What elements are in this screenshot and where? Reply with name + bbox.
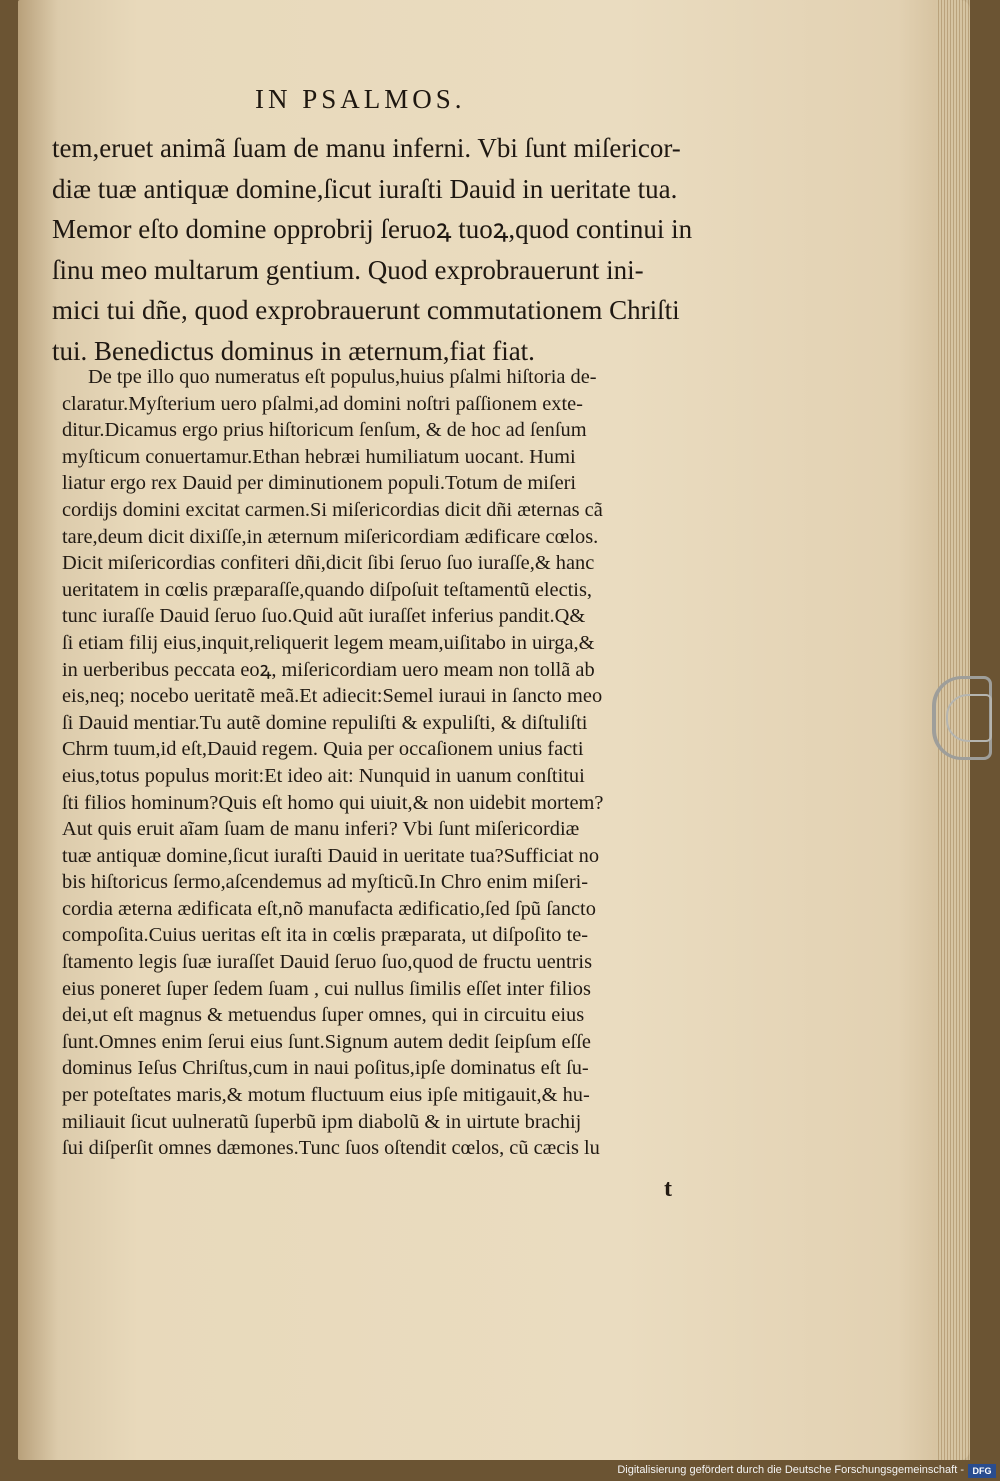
text-line: compoſita.Cuius ueritas eſt ita in cœlis præparata, ut diſpoſito te-: [62, 924, 589, 947]
text-line: Chrm tuum,id eſt,Dauid regem. Quia per occaſionem unius facti: [62, 738, 584, 761]
paper-clip-inner: [946, 694, 992, 742]
text-line: claratur.Myſterium uero pſalmi,ad domini noſtri paſſionem exte-: [62, 392, 583, 415]
text-line: eis,neq; nocebo ueritatẽ meã.Et adiecit:Semel iuraui in ſancto meo: [62, 685, 603, 708]
text-line: De tpe illo quo numeratus eſt populus,huius pſalmi hiſtoria de-: [88, 366, 597, 388]
text-line: tuæ antiquæ domine,ſicut iuraſti Dauid in ueritate tua?Sufficiat no: [62, 844, 600, 867]
digitization-credit: Digitalisierung gefördert durch die Deutsche Forschungsgemeinschaft -: [617, 1464, 964, 1476]
text-line: tare,deum dicit dixiſſe,in æternum miſericordiam ædificare cœlos.: [62, 525, 599, 548]
text-line: diæ tuæ antiquæ domine,ſicut iuraſti Dauid in ueritate tua.: [52, 173, 678, 204]
text-line: ueritatem in cœlis præparaſſe,quando diſpoſuit teſtamentũ electis,: [62, 578, 593, 601]
text-line: ſinu meo multarum gentium. Quod exprobrauerunt ini-: [52, 254, 644, 285]
text-line: ſi Dauid mentiar.Tu autẽ domine repuliſti & expuliſti, & diſtuliſti: [62, 711, 588, 734]
text-line: dei,ut eſt magnus & metuendus ſuper omnes, qui in circuitu eius: [62, 1004, 585, 1027]
text-line: cordia æterna ædificata eſt,nõ manufacta ædificatio,ſed ſpũ ſancto: [62, 897, 596, 920]
text-line: eius poneret ſuper ſedem ſuam , cui nullus ſimilis eſſet inter filios: [62, 977, 591, 1000]
text-line: ſi etiam filij eius,inquit,reliquerit legem meam,uiſitabo in uirga,&: [62, 631, 595, 654]
text-line: tem,eruet animã ſuam de manu inferni. Vbi ſunt miſericor-: [52, 133, 681, 163]
text-line: per poteſtates maris,& motum fluctuum eius ipſe mitigauit,& hu-: [62, 1084, 590, 1107]
text-line: mici tui dñe, quod exprobrauerunt commutationem Chriſti: [52, 295, 680, 325]
text-line: dominus Ieſus Chriſtus,cum in naui poſitus,ipſe dominatus eſt ſu-: [62, 1057, 589, 1080]
text-line: myſticum conuertamur.Ethan hebræi humiliatum uocant. Humi: [62, 445, 576, 468]
text-line: ſunt.Omnes enim ſerui eius ſunt.Signum autem dedit ſeipſum eſſe: [62, 1030, 591, 1053]
text-line: in uerberibus peccata eoꝝ, miſericordiam uero meam non tollã ab: [62, 658, 595, 681]
text-line: Aut quis eruit aĩam ſuam de manu inferi? Vbi ſunt miſericordiæ: [62, 818, 580, 841]
text-line: miliauit ſicut uulneratũ ſuperbũ ipm diabolũ & in uirtute brachij: [62, 1110, 582, 1133]
text-line: tui. Benedictus dominus in æternum,fiat fiat.: [52, 335, 535, 366]
running-head: IN PSALMOS.: [255, 84, 466, 114]
text-line: Memor eſto domine opprobrij ſeruoꝝ tuoꝝ,quod continui in: [52, 214, 693, 244]
text-line: bis hiſtoricus ſermo,aſcendemus ad myſticũ.In Chro enim miſeri-: [62, 871, 589, 894]
text-line: ſui diſperſit omnes dæmones.Tunc ſuos oſtendit cœlos, cũ cæcis lu: [62, 1137, 600, 1160]
signature-mark: t: [664, 1176, 672, 1202]
dfg-logo: DFG: [968, 1464, 996, 1478]
text-line: ſti filios hominum?Quis eſt homo qui uiuit,& non uidebit mortem?: [62, 791, 604, 814]
text-line: cordijs domini excitat carmen.Si miſericordias dicit dñi æternas cã: [62, 498, 603, 521]
text-line: Dicit miſericordias confiteri dñi,dicit ſibi ſeruo ſuo iuraſſe,& hanc: [62, 552, 595, 575]
text-line: ſtamento legis ſuæ iuraſſet Dauid ſeruo ſuo,quod de fructu uentris: [62, 951, 593, 974]
text-line: eius,totus populus morit:Et ideo ait: Nunquid in uanum conſtitui: [62, 764, 585, 787]
text-line: liatur ergo rex Dauid per diminutionem populi.Totum de miſeri: [62, 472, 577, 495]
text-line: tunc iuraſſe Dauid ſeruo ſuo.Quid aũt iuraſſet inferius pandit.Q&: [62, 605, 586, 628]
commentary-text-block: [62, 364, 772, 1162]
text-line: ditur.Dicamus ergo prius hiſtoricum ſenſum, & de hoc ad ſenſum: [62, 419, 587, 442]
large-text-block: [52, 128, 780, 371]
